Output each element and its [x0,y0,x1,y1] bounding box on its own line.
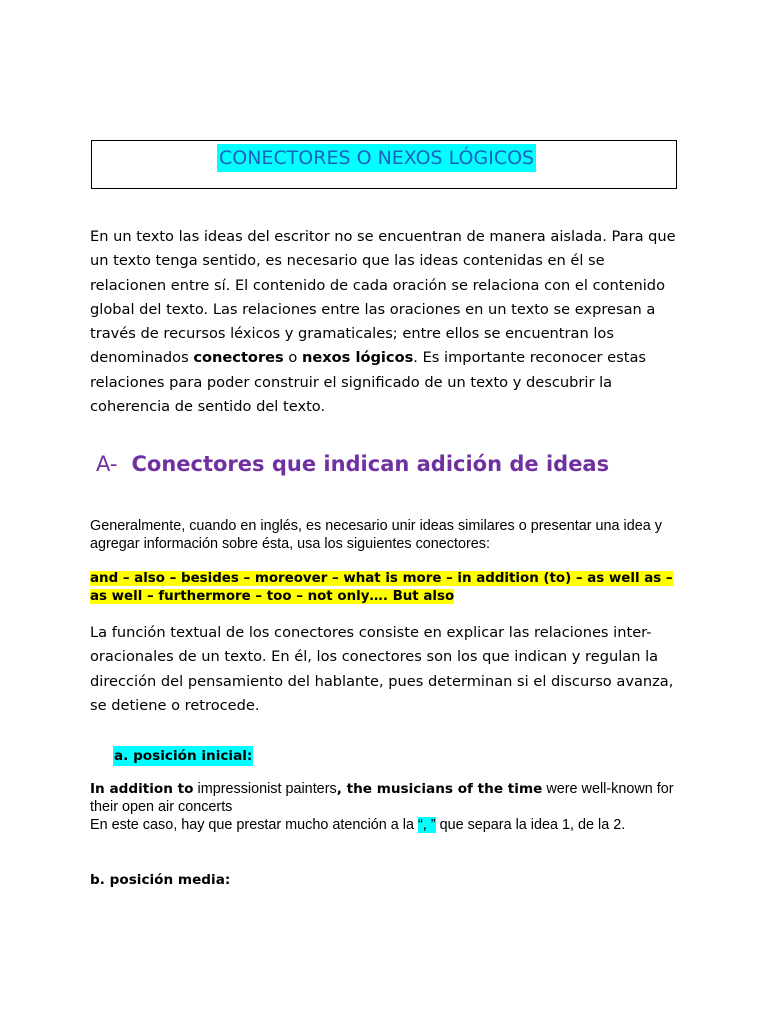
section-a-title: Conectores que indican adición de ideas [131,452,610,476]
comma-note [90,817,680,835]
subheading-posicion-inicial: a. posición inicial: [114,748,253,764]
section-a-paragraph: Generalmente, cuando en inglés, es necesario unir ideas similares o presentar una idea y agregar información sobre ésta, usa los siguientes conectores: [90,518,662,552]
example-bold-2: , the musicians of the time [336,781,543,797]
connectors-highlight: and – also – besides – moreover – what is more – in addition (to) – as well as – as well – furthermore – too – not only…. But also [90,571,673,604]
intro-paragraph [90,225,680,419]
note-text-1: En este caso, hay que prestar mucho atención a la [90,817,418,833]
example-text-1: impressionist painters [193,781,337,797]
comma-highlight: “, ” [417,817,436,833]
intro-text-2: o [283,349,302,367]
intro-bold-conectores: conectores [193,349,284,367]
intro-text-3: . Es importante reconocer estas relaciones para poder construir el significado de un texto y descubrir la coherencia de sentido del texto. [90,349,647,416]
section-a-letter: A- [96,452,118,476]
intro-bold-nexos: nexos lógicos [301,349,414,367]
example-bold-1: In addition to [90,781,194,797]
intro-text-1: En un texto las ideas del escritor no se encuentran de manera aislada. Para que un texto tenga sentido, es necesario que las ideas contenidas en él se relacionen entre sí. El contenido de cada oración se relaciona con el contenido global del texto. Las relaciones entre las oraciones en un texto se expresan a través de recursos léxicos y gramaticales; entre ellos se encuentran los denominados [90,228,676,367]
example-sentence [90,781,680,816]
note-text-2: que separa la idea 1, de la 2. [435,817,626,833]
document-title: CONECTORES O NEXOS LÓGICOS [217,144,536,172]
function-paragraph: La función textual de los conectores consiste en explicar las relaciones inter-oracionales de un texto. En él, los conectores son los que indican y regulan la dirección del pensamiento del hablante, pues determinan si el discurso avanza, se detiene o retrocede. [90,624,674,714]
subheading-posicion-media: b. posición media: [90,872,231,888]
example-text-2: were well-known for their open air concerts [90,781,674,815]
connectors-list [90,570,690,605]
section-a-heading [96,449,609,479]
